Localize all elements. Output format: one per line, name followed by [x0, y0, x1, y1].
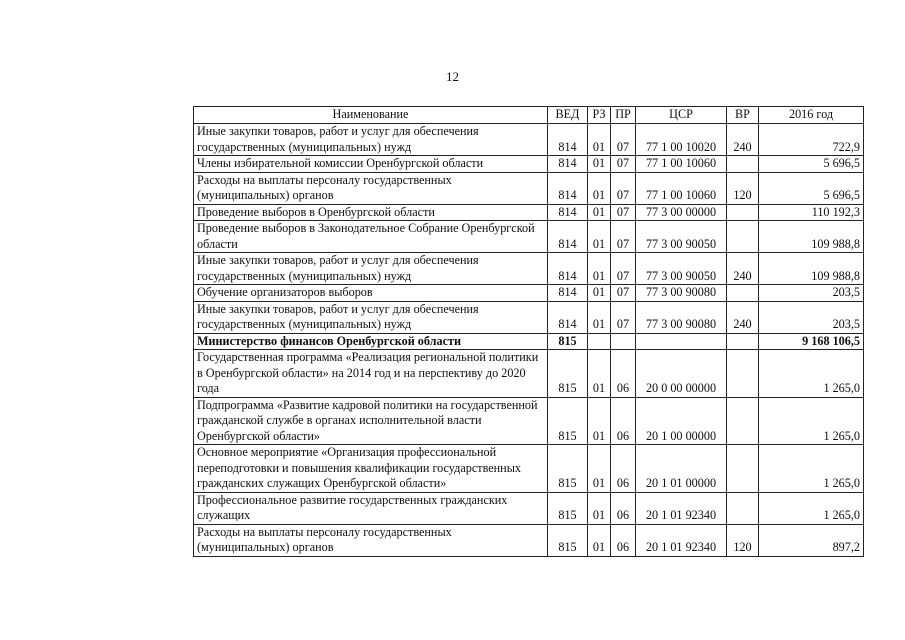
- row-pr-cell: 06: [611, 524, 636, 556]
- row-pr-cell: 07: [611, 301, 636, 333]
- row-name-cell: Государственная программа «Реализация региональной политики в Оренбургской области» на 2014 год и на перспективу до 2020 года: [194, 350, 548, 398]
- table-row: [194, 397, 864, 445]
- row-rz-cell: 01: [588, 221, 611, 253]
- row-rz-cell: [588, 333, 611, 350]
- table-row: [194, 524, 864, 556]
- row-rz-cell: 01: [588, 445, 611, 493]
- row-amount-cell: 897,2: [759, 524, 864, 556]
- row-csr-cell: 20 0 00 00000: [636, 350, 727, 398]
- row-name-cell: Министерство финансов Оренбургской области: [194, 333, 548, 350]
- row-vr-cell: [727, 445, 759, 493]
- row-vr-cell: 240: [727, 301, 759, 333]
- row-name-cell: Профессиональное развитие государственных гражданских служащих: [194, 492, 548, 524]
- table-row: [194, 253, 864, 285]
- row-ved-cell: 814: [548, 285, 588, 302]
- table-row: [194, 204, 864, 221]
- row-rz-cell: 01: [588, 524, 611, 556]
- row-vr-cell: 240: [727, 253, 759, 285]
- row-name-cell: Основное мероприятие «Организация профессиональной переподготовки и повышения квалификации государственных гражданских служащих Оренбургской области»: [194, 445, 548, 493]
- row-rz-cell: 01: [588, 492, 611, 524]
- row-amount-cell: 109 988,8: [759, 221, 864, 253]
- row-pr-cell: 07: [611, 285, 636, 302]
- row-pr-cell: 07: [611, 204, 636, 221]
- row-amount-cell: 203,5: [759, 301, 864, 333]
- header-rz: РЗ: [588, 107, 611, 124]
- row-ved-cell: 815: [548, 397, 588, 445]
- row-amount-cell: 109 988,8: [759, 253, 864, 285]
- row-amount-cell: 9 168 106,5: [759, 333, 864, 350]
- table-row: [194, 124, 864, 156]
- table-body: [194, 124, 864, 557]
- row-vr-cell: [727, 156, 759, 173]
- budget-table: [193, 106, 864, 557]
- row-ved-cell: 814: [548, 172, 588, 204]
- row-pr-cell: [611, 333, 636, 350]
- table-row: [194, 172, 864, 204]
- header-name: Наименование: [194, 107, 548, 124]
- row-vr-cell: [727, 492, 759, 524]
- row-pr-cell: 07: [611, 124, 636, 156]
- table-header-row: [194, 107, 864, 124]
- row-vr-cell: [727, 350, 759, 398]
- row-vr-cell: [727, 397, 759, 445]
- row-vr-cell: [727, 333, 759, 350]
- row-csr-cell: 20 1 01 92340: [636, 524, 727, 556]
- row-ved-cell: 814: [548, 204, 588, 221]
- row-name-cell: Расходы на выплаты персоналу государственных (муниципальных) органов: [194, 172, 548, 204]
- row-amount-cell: 1 265,0: [759, 397, 864, 445]
- table-row: [194, 285, 864, 302]
- row-rz-cell: 01: [588, 253, 611, 285]
- row-pr-cell: 06: [611, 350, 636, 398]
- row-ved-cell: 814: [548, 124, 588, 156]
- header-vr: ВР: [727, 107, 759, 124]
- table-row: [194, 333, 864, 350]
- row-csr-cell: 20 1 01 92340: [636, 492, 727, 524]
- row-amount-cell: 1 265,0: [759, 350, 864, 398]
- table-row: [194, 492, 864, 524]
- row-ved-cell: 814: [548, 156, 588, 173]
- row-ved-cell: 814: [548, 221, 588, 253]
- row-csr-cell: 20 1 00 00000: [636, 397, 727, 445]
- row-amount-cell: 5 696,5: [759, 156, 864, 173]
- row-csr-cell: 77 3 00 90080: [636, 285, 727, 302]
- row-rz-cell: 01: [588, 156, 611, 173]
- row-rz-cell: 01: [588, 204, 611, 221]
- row-rz-cell: 01: [588, 350, 611, 398]
- row-pr-cell: 07: [611, 172, 636, 204]
- row-name-cell: Иные закупки товаров, работ и услуг для обеспечения государственных (муниципальных) нужд: [194, 301, 548, 333]
- row-amount-cell: 5 696,5: [759, 172, 864, 204]
- row-ved-cell: 815: [548, 492, 588, 524]
- header-pr: ПР: [611, 107, 636, 124]
- row-rz-cell: 01: [588, 172, 611, 204]
- row-pr-cell: 07: [611, 253, 636, 285]
- row-csr-cell: 77 3 00 90080: [636, 301, 727, 333]
- row-vr-cell: 120: [727, 172, 759, 204]
- row-pr-cell: 06: [611, 397, 636, 445]
- row-vr-cell: 240: [727, 124, 759, 156]
- row-ved-cell: 815: [548, 333, 588, 350]
- row-csr-cell: 77 3 00 90050: [636, 253, 727, 285]
- row-csr-cell: 77 3 00 00000: [636, 204, 727, 221]
- table-row: [194, 221, 864, 253]
- row-name-cell: Иные закупки товаров, работ и услуг для обеспечения государственных (муниципальных) нужд: [194, 253, 548, 285]
- table-row: [194, 156, 864, 173]
- row-pr-cell: 06: [611, 445, 636, 493]
- row-amount-cell: 203,5: [759, 285, 864, 302]
- header-csr: ЦСР: [636, 107, 727, 124]
- row-ved-cell: 814: [548, 253, 588, 285]
- row-rz-cell: 01: [588, 301, 611, 333]
- row-csr-cell: 20 1 01 00000: [636, 445, 727, 493]
- row-pr-cell: 07: [611, 156, 636, 173]
- row-amount-cell: 1 265,0: [759, 445, 864, 493]
- row-name-cell: Проведение выборов в Законодательное Собрание Оренбургской области: [194, 221, 548, 253]
- row-name-cell: Расходы на выплаты персоналу государственных (муниципальных) органов: [194, 524, 548, 556]
- row-name-cell: Проведение выборов в Оренбургской области: [194, 204, 548, 221]
- row-csr-cell: 77 3 00 90050: [636, 221, 727, 253]
- row-pr-cell: 07: [611, 221, 636, 253]
- row-vr-cell: [727, 204, 759, 221]
- page-number: 12: [446, 69, 459, 84]
- row-name-cell: Обучение организаторов выборов: [194, 285, 548, 302]
- row-vr-cell: [727, 285, 759, 302]
- row-rz-cell: 01: [588, 397, 611, 445]
- row-rz-cell: 01: [588, 124, 611, 156]
- header-year: 2016 год: [759, 107, 864, 124]
- table-row: [194, 301, 864, 333]
- row-csr-cell: 77 1 00 10060: [636, 172, 727, 204]
- row-ved-cell: 815: [548, 524, 588, 556]
- row-vr-cell: 120: [727, 524, 759, 556]
- row-name-cell: Иные закупки товаров, работ и услуг для обеспечения государственных (муниципальных) нужд: [194, 124, 548, 156]
- row-amount-cell: 722,9: [759, 124, 864, 156]
- row-ved-cell: 815: [548, 445, 588, 493]
- row-name-cell: Члены избирательной комиссии Оренбургской области: [194, 156, 548, 173]
- table-row: [194, 445, 864, 493]
- header-ved: ВЕД: [548, 107, 588, 124]
- row-rz-cell: 01: [588, 285, 611, 302]
- row-csr-cell: [636, 333, 727, 350]
- row-ved-cell: 814: [548, 301, 588, 333]
- row-csr-cell: 77 1 00 10060: [636, 156, 727, 173]
- table-row: [194, 350, 864, 398]
- row-csr-cell: 77 1 00 10020: [636, 124, 727, 156]
- row-amount-cell: 110 192,3: [759, 204, 864, 221]
- row-vr-cell: [727, 221, 759, 253]
- row-pr-cell: 06: [611, 492, 636, 524]
- row-amount-cell: 1 265,0: [759, 492, 864, 524]
- row-name-cell: Подпрограмма «Развитие кадровой политики на государственной гражданской службе в органах исполнительной власти Оренбургской области»: [194, 397, 548, 445]
- row-ved-cell: 815: [548, 350, 588, 398]
